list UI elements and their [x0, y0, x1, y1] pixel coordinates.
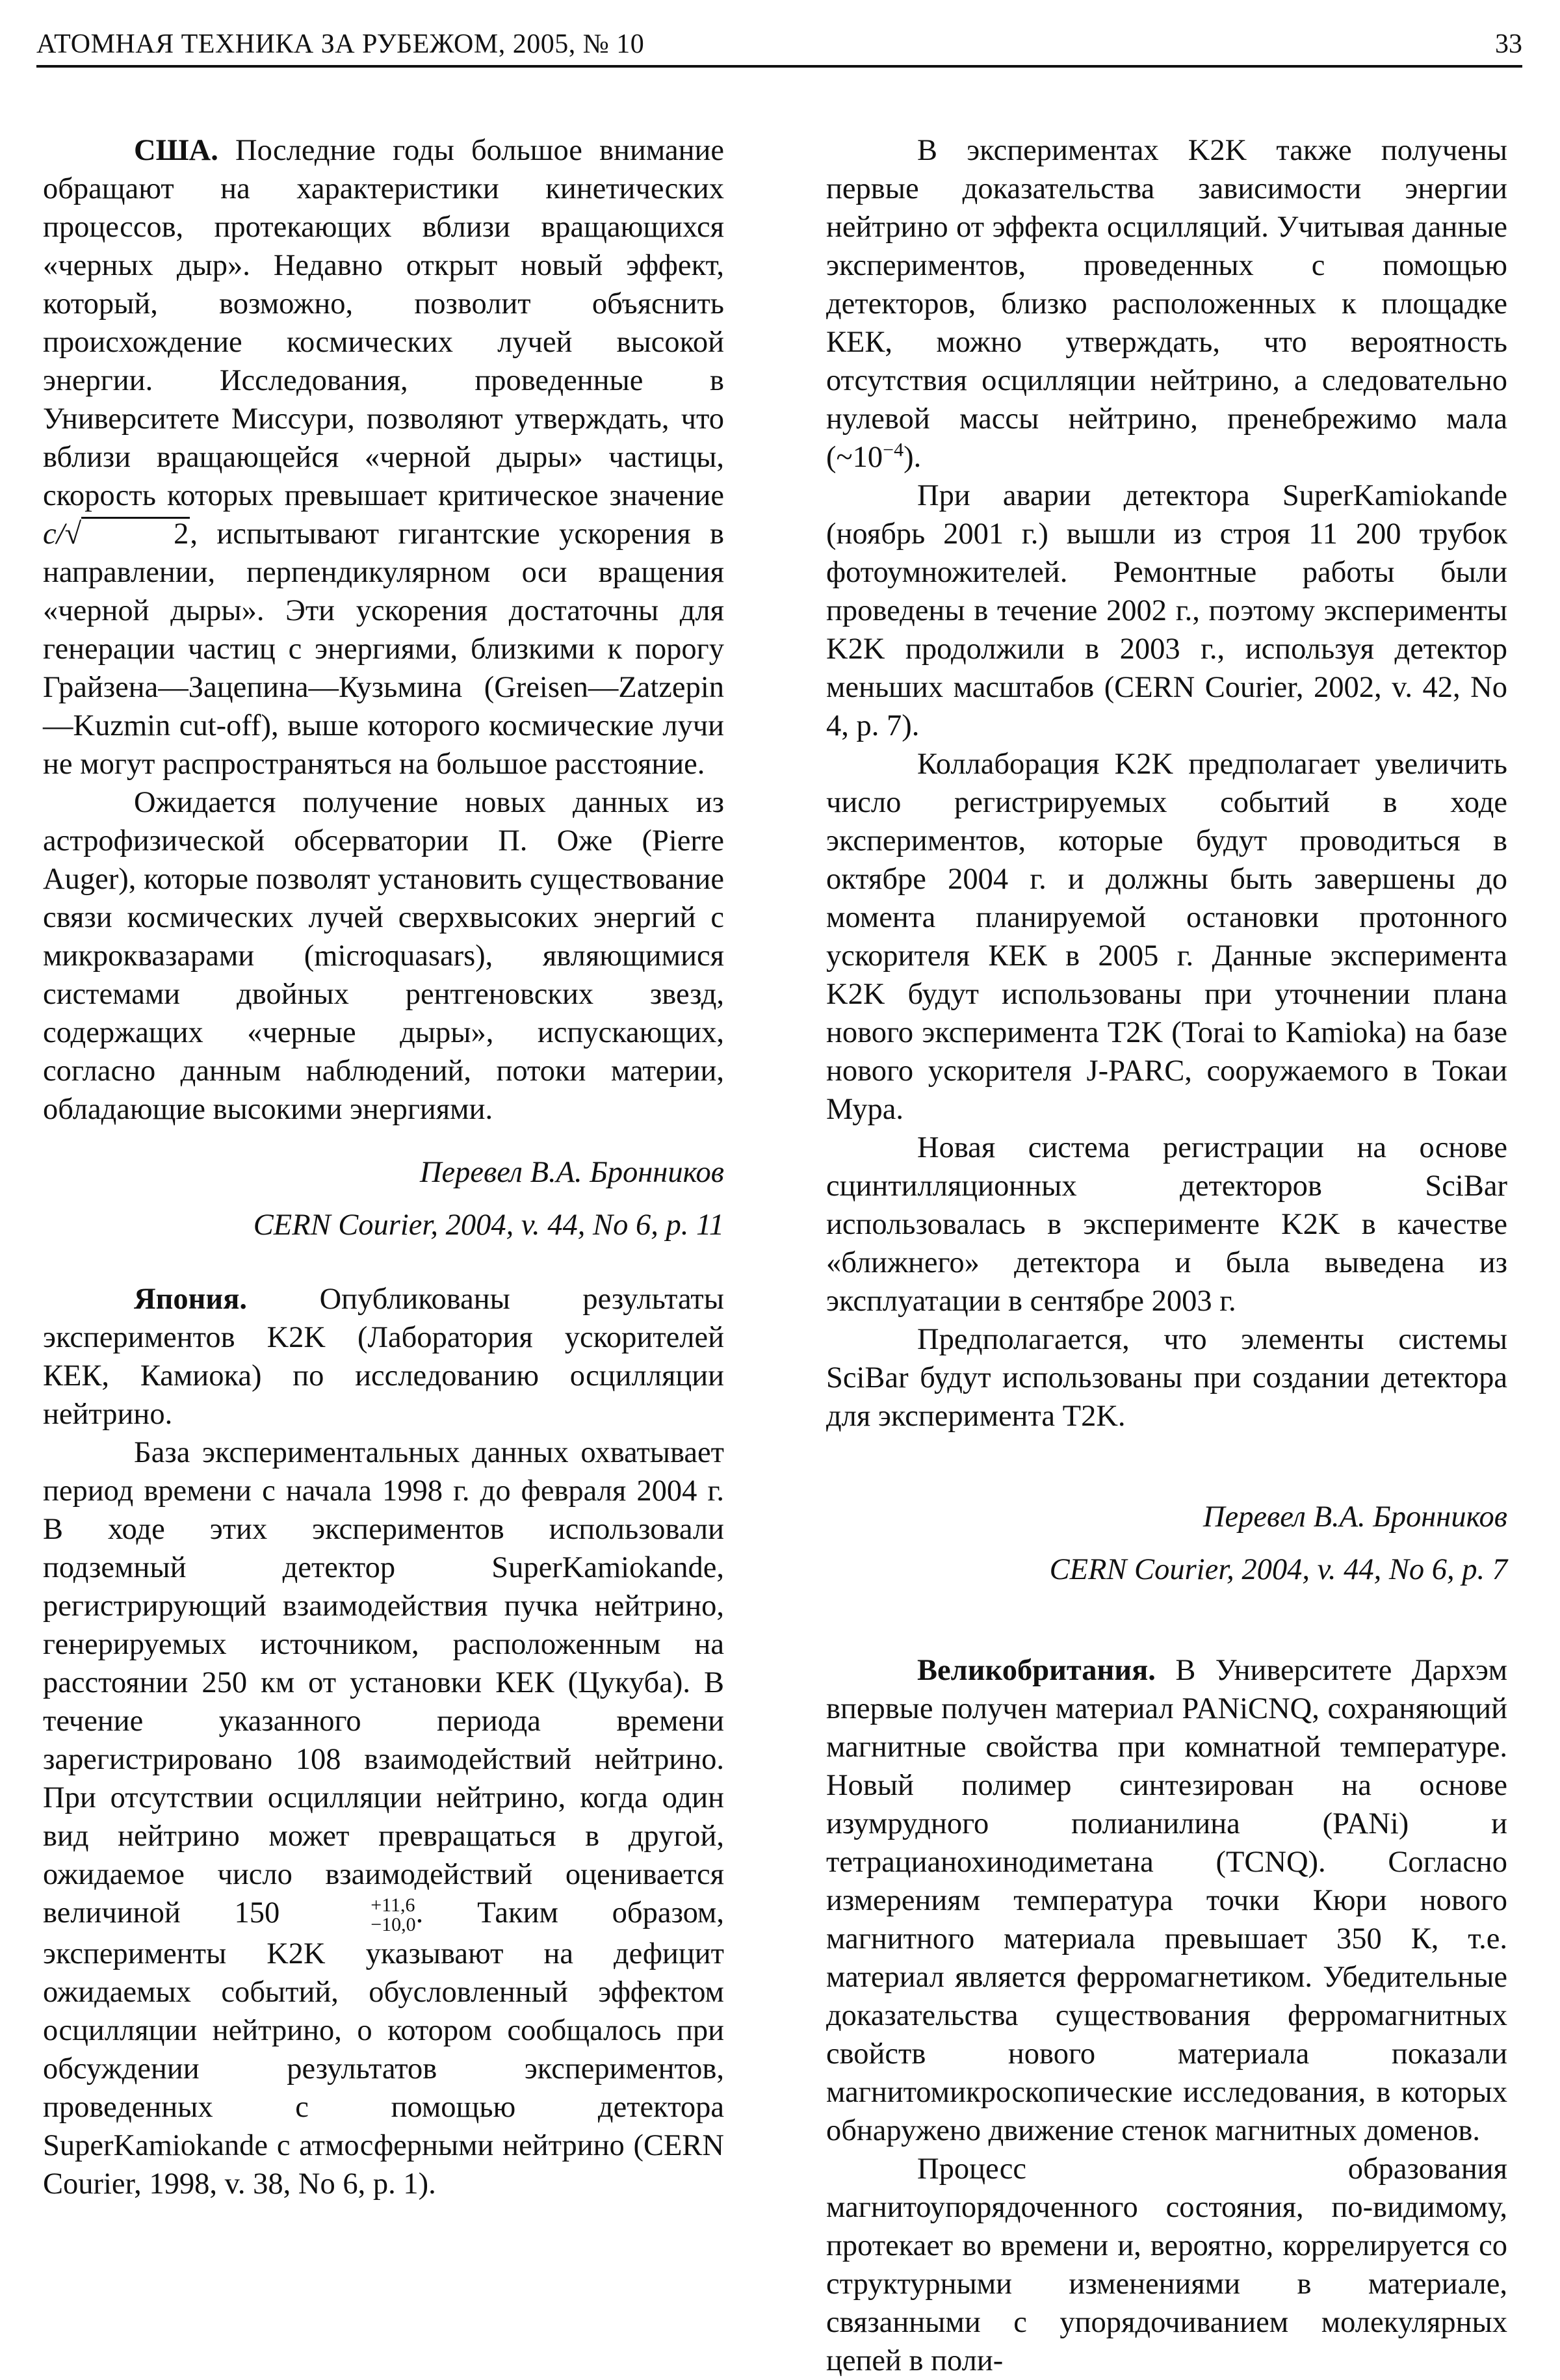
usa-paragraph-2: Ожидается получение новых данных из астрофизической обсерватории П. Оже (Pierre Auger), которые позволят установить существование связи космических лучей сверхвысоких энергий с микроквазарами (microquasars), являющимися системами двойных рентгеновских звезд, содержащих «черные дыры», испускающих, согласно данным наблюдений, потоки материи, обладающие высокими энергиями. [43, 786, 724, 1126]
running-header [36, 29, 1522, 68]
uk-lead: Великобритания. [917, 1654, 1156, 1687]
usa-source: CERN Courier, 2004, v. 44, No 6, p. 11 [253, 1209, 724, 1242]
japan-text-2a: База экспериментальных данных охватывает период времени с начала 1998 г. до февраля 2004 г. В ходе этих экспериментов использовали подземный детектор SuperKamiokande, регистрирующий взаимодействия пучка нейтрино, генерируемых источником, расположенным на расстоянии 250 км от установки КЕК (Цукуба). В течение указанного периода времени зарегистрировано 108 взаимодействий нейтрино. При отсутствии осцилляции нейтрино, когда один вид нейтрино может превращаться в другой, ожидаемое число взаимодействий оценивается величиной 150 [43, 1436, 724, 1929]
japan-paragraph-6: Новая система регистрации на основе сцинтилляционных детекторов SciBar использовалась в эксперименте K2K в качестве «ближнего» детектора и была выведена из эксплуатации в сентябре 2003 г. [826, 1131, 1507, 1318]
japan-paragraph-1 [43, 1280, 724, 1433]
japan-text-3b: ). [904, 441, 922, 474]
usa-text-1b: , испытывают гигантские ускорения в направлении, перпендикулярном оси вращения «черной дыры». Эти ускорения достаточны для генерации частиц с энергиями, близкими к порогу Грайзена—Зацепина—Кузьмина (Greisen—Zatzepin—Kuzmin cut-off), выше которого космические лучи не могут распространяться на большое расстояние. [43, 517, 724, 781]
exponent: −4 [883, 439, 904, 461]
error-bounds [280, 1896, 415, 1935]
uk-paragraph-1 [826, 1651, 1507, 2150]
error-upper: +11,6 [370, 1894, 415, 1916]
japan-text-3a: В экспериментах K2K также получены первые доказательства зависимости энергии нейтрино от эффекта осцилляций. Учитывая данные экспериментов, проведенных с помощью детекторов, близко расположенных к площадке КЕК, можно утверждать, что вероятность отсутствия осцилляции нейтрино, а следовательно нулевой массы нейтрино, пренебрежимо мала (~10 [826, 134, 1507, 474]
japan-paragraph-5: Коллаборация K2K предполагает увеличить число регистрируемых событий в ходе экспериментов, которые будут проводиться в октябре 2004 г. и должны быть завершены до момента планируемой остановки протонного ускорителя КЕК в 2005 г. Данные эксперимента K2K будут использованы при уточнении плана нового эксперимента T2K (Torai to Kamioka) на базе нового ускорителя J-PARC, сооружаемого в Токаи Мура. [826, 748, 1507, 1126]
journal-title: АТОМНАЯ ТЕХНИКА ЗА РУБЕЖОМ, 2005, № 10 [36, 29, 645, 59]
right-column [826, 131, 1507, 2380]
error-lower: −10,0 [370, 1914, 416, 1936]
critical-value-c: c/ [43, 517, 65, 551]
japan-text-1: Опубликованы результаты экспериментов K2K (Лаборатория ускорителей КЕК, Камиока) по исследованию осцилляции нейтрино. [43, 1283, 724, 1431]
uk-paragraph-2: Процесс образования магнитоупорядоченного состояния, по-видимому, протекает во времени и, вероятно, коррелируется со структурными изменениями в материале, связанными с упорядочиванием молекулярных цепей в поли- [826, 2152, 1507, 2377]
japan-paragraph-2 [43, 1433, 724, 2203]
usa-text-1a: Последние годы большое внимание обращают на характеристики кинетических процессов, протекающих вблизи вращающихся «черных дыр». Недавно открыт новый эффект, который, возможно, позволит объяснить происхождение космических лучей высокой энергии. Исследования, проведенные в Университете Миссури, позволяют утверждать, что вблизи вращающейся «черной дыры» частицы, скорость которых превышает критическое значение [43, 134, 724, 512]
usa-paragraph-1 [43, 131, 724, 783]
japan-paragraph-4: При аварии детектора SuperKamiokande (ноябрь 2001 г.) вышли из строя 11 200 трубок фотоумножителей. Ремонтные работы были проведены в течение 2002 г., поэтому эксперименты K2K продолжили в 2003 г., используя детектор меньших масштабов (CERN Courier, 2002, v. 42, No 4, p. 7). [826, 479, 1507, 742]
japan-text-2b: . Таким образом, эксперименты K2K указывают на дефицит ожидаемых событий, обусловленный эффектом осцилляции нейтрино, о котором сообщалось при обсуждении результатов экспериментов, проведенных с помощью детектора SuperKamiokande с атмосферными нейтрино (CERN Courier, 1998, v. 38, No 6, p. 1). [43, 1896, 724, 2201]
left-column [43, 131, 724, 2203]
japan-source: CERN Courier, 2004, v. 44, No 6, p. 7 [1049, 1553, 1507, 1586]
japan-translator: Перевел В.А. Бронников [1202, 1500, 1507, 1534]
sqrt-symbol-icon: √ [64, 517, 82, 551]
usa-translator: Перевел В.А. Бронников [419, 1156, 724, 1189]
japan-paragraph-7: Предполагается, что элементы системы SciBar будут использованы при создании детектора для эксперимента T2K. [826, 1323, 1507, 1433]
sqrt-value: 2 [81, 517, 190, 550]
usa-lead: США. [134, 134, 218, 167]
page-number: 33 [1495, 29, 1522, 59]
japan-paragraph-3 [826, 131, 1507, 477]
japan-lead: Япония. [134, 1283, 247, 1316]
uk-text-1: В Университете Дархэм впервые получен материал PANiCNQ, сохраняющий магнитные свойства при комнатной температуре. Новый полимер синтезирован на основе изумрудного полианилина (PANi) и тетрацианохинодиметана (TCNQ). Согласно измерениям температура точки Кюри нового магнитного материала превышает 350 К, т.е. материал является ферромагнетиком. Убедительные доказательства существования ферромагнитных свойств нового материала показали магнитомикроскопические исследования, в которых обнаружено движение стенок магнитных доменов. [826, 1654, 1508, 2147]
